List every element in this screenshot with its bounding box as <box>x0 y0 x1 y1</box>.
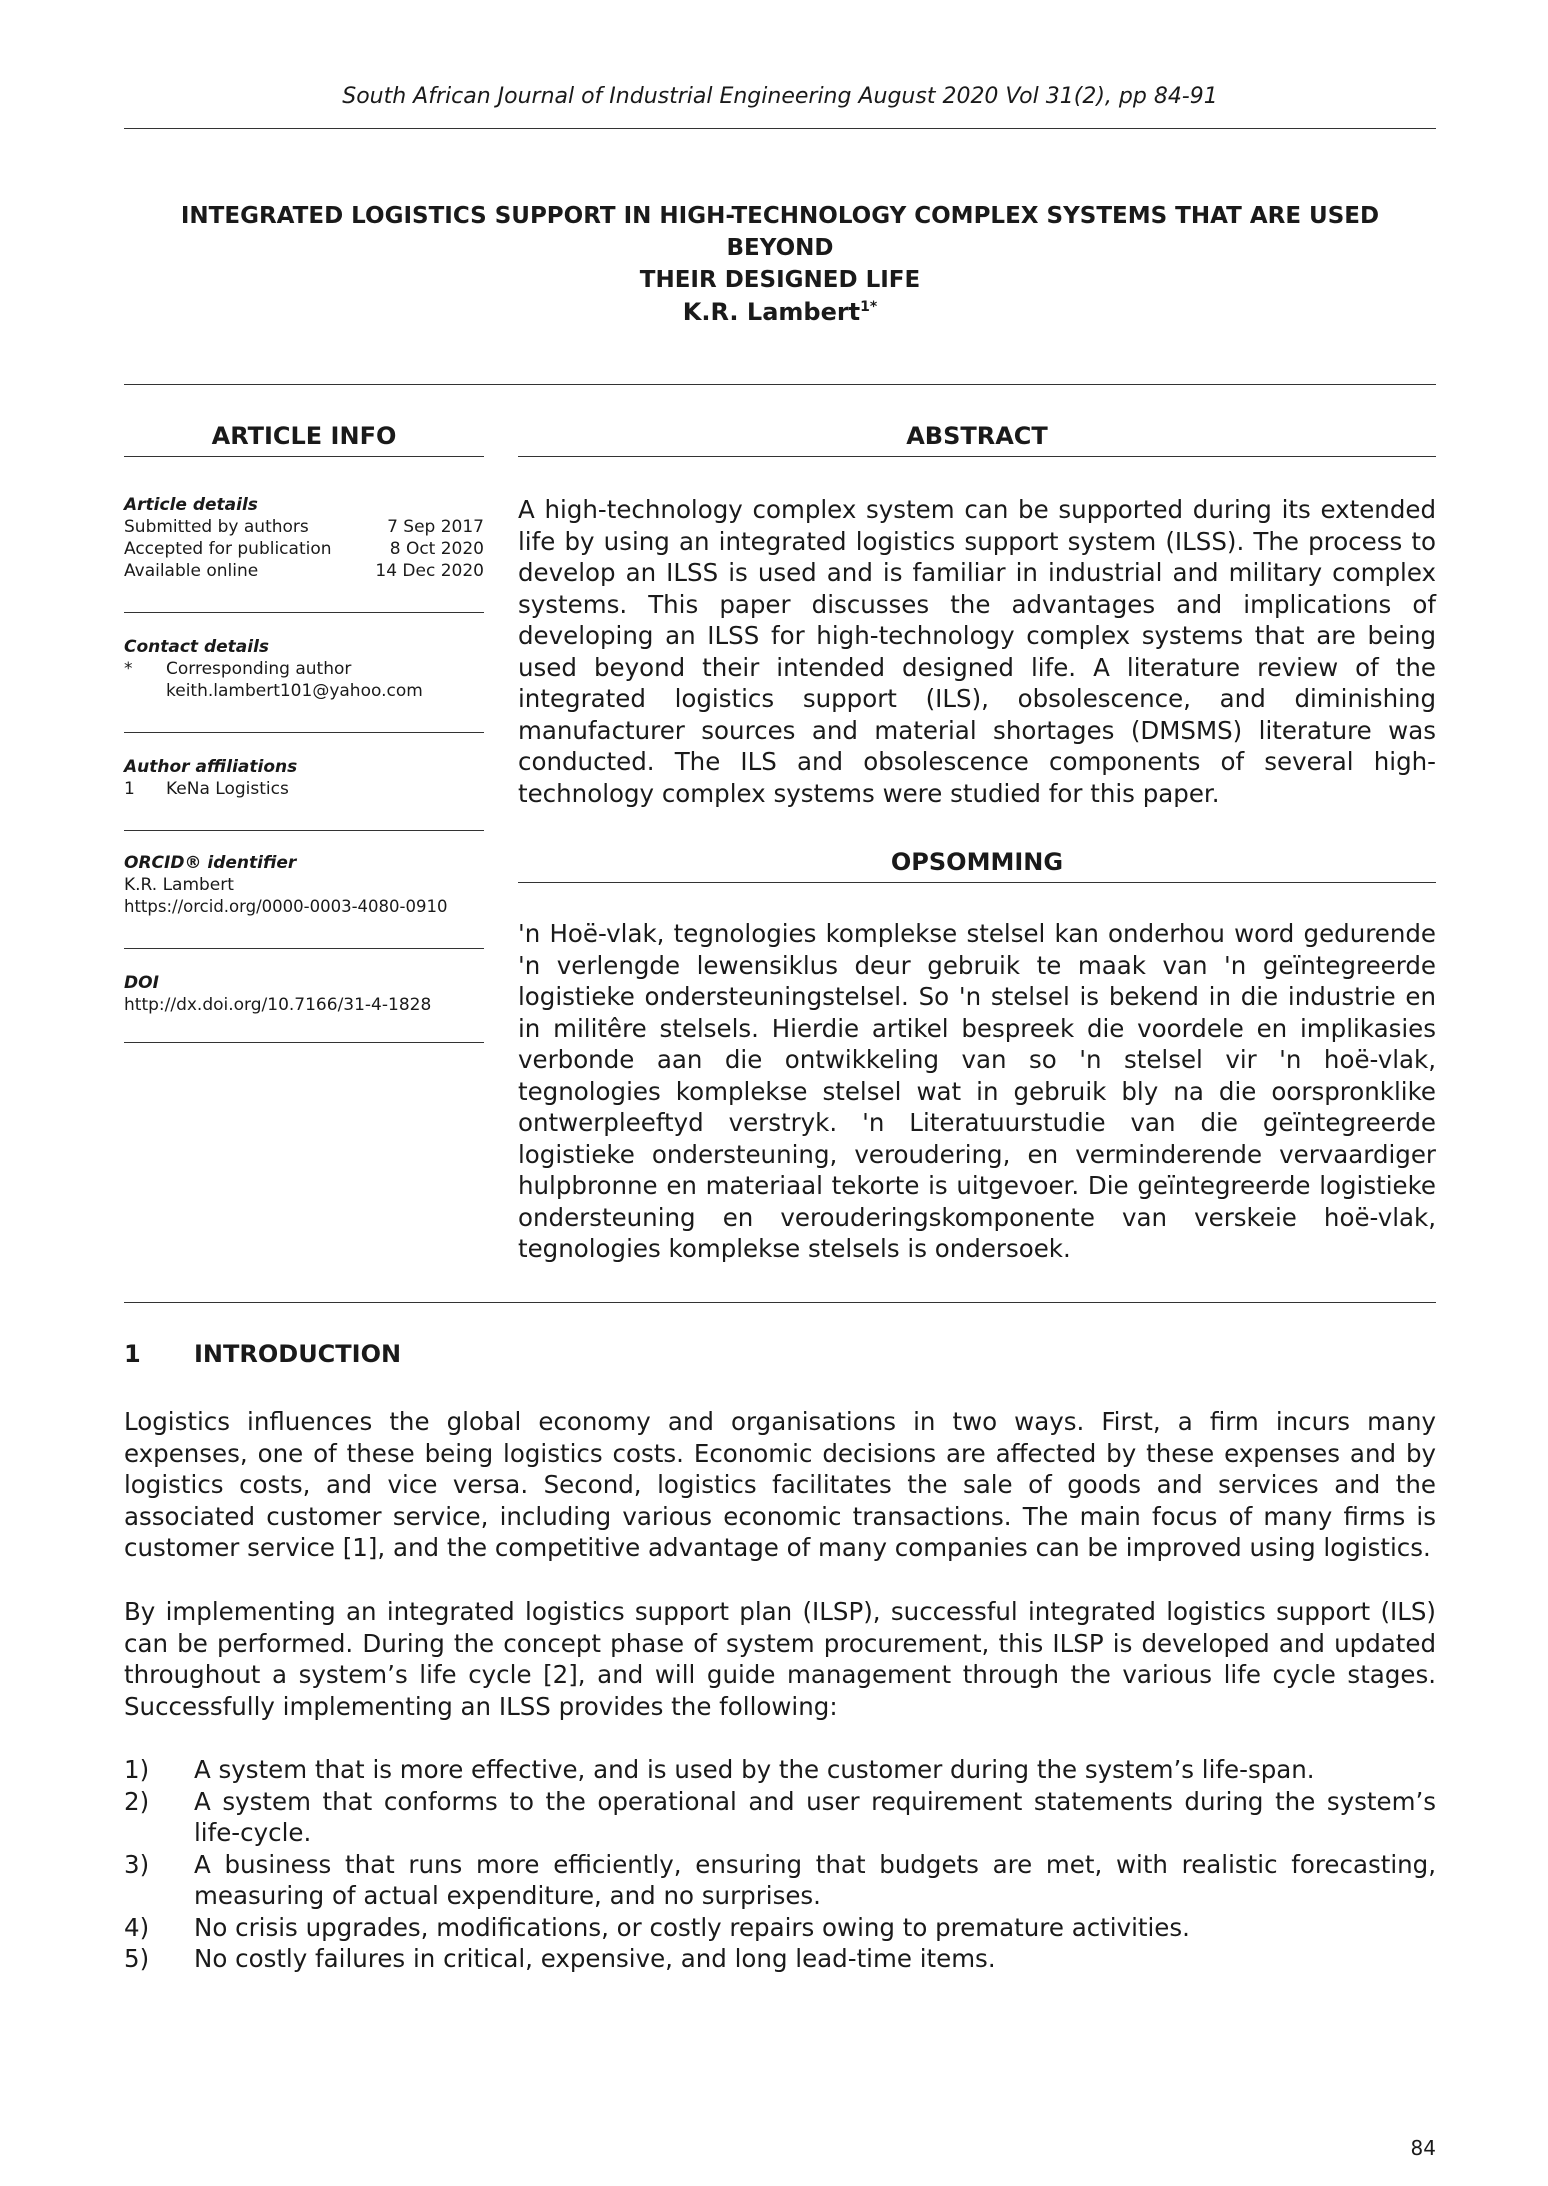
header-rule <box>124 128 1436 129</box>
contact-details-label: Contact details <box>124 637 270 657</box>
list-item <box>124 1943 1436 1975</box>
orcid-identifier <box>124 852 484 918</box>
title-line-2: THEIR DESIGNED LIFE <box>639 267 921 293</box>
list-number: 1) <box>124 1755 150 1784</box>
info-divider <box>124 830 484 831</box>
info-divider <box>124 1042 484 1043</box>
list-item <box>124 1849 1436 1912</box>
article-details <box>124 494 484 582</box>
article-info-heading: ARTICLE INFO <box>211 422 397 450</box>
orcid-label: ORCID® identifier <box>124 853 297 873</box>
list-text: No crisis upgrades, modifications, or costly repairs owing to premature activities. <box>194 1912 1190 1942</box>
contact-spacer <box>124 680 166 702</box>
abstract-text: A high-technology complex system can be supported during its extended life by using an integrated logistics support system (ILSS). The process to develop an ILSS is used and is familiar in industrial and military complex systems. This paper discusses the advantages and implications of developing an ILSS for high-technology complex systems that are being used beyond their intended designed life. A literature review of the integrated logistics support (ILS), obsolescence, and diminishing manufacturer sources and material shortages (DMSMS) literature was conducted. The ILS and obsolescence components of several high-technology complex systems were studied for this paper. <box>518 495 1436 808</box>
benefits-list <box>124 1754 1436 1975</box>
abstract-end-rule <box>124 1302 1436 1303</box>
article-title <box>124 200 1436 296</box>
opsomming-rule <box>518 882 1436 883</box>
title-line-1: INTEGRATED LOGISTICS SUPPORT IN HIGH-TECHNOLOGY COMPLEX SYSTEMS THAT ARE USED BEYOND <box>180 203 1380 261</box>
title-rule <box>124 384 1436 385</box>
contact-marker: * <box>124 659 133 679</box>
list-item <box>124 1912 1436 1944</box>
introduction-heading <box>124 1340 401 1368</box>
contact-email[interactable]: keith.lambert101@yahoo.com <box>166 681 423 701</box>
list-item <box>124 1754 1436 1786</box>
abstract-rule <box>518 456 1436 457</box>
details-key: Submitted by authors <box>124 517 309 537</box>
list-text: A system that is more effective, and is used by the customer during the system’s life-span. <box>194 1755 1315 1784</box>
affiliation-marker: 1 <box>124 779 135 799</box>
intro-paragraph-2: By implementing an integrated logistics support plan (ILSP), successful integrated logistics support (ILS) can be performed. During the concept phase of system procurement, this ILSP is developed and updated throughout a system’s life cycle [2], and will guide management through the various life cycle stages. Successfully implementing an ILSS provides the following: <box>124 1597 1436 1721</box>
orcid-name: K.R. Lambert <box>124 875 234 895</box>
affiliation-line <box>124 778 484 800</box>
list-text: No costly failures in critical, expensive, and long lead-time items. <box>194 1944 996 1973</box>
contact-line <box>124 680 484 702</box>
details-value: 7 Sep 2017 <box>387 517 484 537</box>
contact-line <box>124 658 484 680</box>
opsomming-heading: OPSOMMING <box>890 848 1064 876</box>
list-text: A system that conforms to the operational and user requirement statements during the system’s life-cycle. <box>194 1786 1436 1847</box>
orcid-link[interactable]: https://orcid.org/0000-0003-4080-0910 <box>124 897 448 916</box>
section-title: INTRODUCTION <box>194 1340 402 1368</box>
details-row <box>124 560 484 582</box>
author-affiliations <box>124 756 484 800</box>
list-number: 5) <box>124 1944 150 1973</box>
opsomming-text: 'n Hoë-vlak, tegnologies komplekse stelsel kan onderhou word gedurende 'n verlengde lewensiklus deur gebruik te maak van 'n geïntegreerde logistieke ondersteuningstelsel. So 'n stelsel is bekend in die industrie en in militêre stelsels. Hierdie artikel bespreek die voordele en implikasies verbonde aan die ontwikkeling van so 'n stelsel vir 'n hoë-vlak, tegnologies komplekse stelsel wat in gebruik bly na die oorspronklike ontwerpleeftyd verstryk. 'n Literatuurstudie van die geïntegreerde logistieke ondersteuning, veroudering, en verminderende vervaardiger hulpbronne en materiaal tekorte is uitgevoer. Die geïntegreerde logistieke ondersteuning en verouderingskomponente van verskeie hoë-vlak, tegnologies komplekse stelsels is ondersoek. <box>518 919 1436 1263</box>
article-details-label: Article details <box>124 495 258 515</box>
article-info-rule <box>124 456 484 457</box>
details-value: 8 Oct 2020 <box>389 539 484 559</box>
page-number: 84 <box>1410 2136 1436 2160</box>
list-number: 3) <box>124 1849 150 1879</box>
list-item <box>124 1786 1436 1849</box>
details-key: Available online <box>124 561 259 581</box>
doi-link[interactable]: http://dx.doi.org/10.7166/31-4-1828 <box>124 995 432 1015</box>
author-superscript: 1* <box>860 299 878 315</box>
journal-header: South African Journal of Industrial Engineering August 2020 Vol 31(2), pp 84-91 <box>342 84 1218 109</box>
info-divider <box>124 732 484 733</box>
contact-role: Corresponding author <box>166 659 352 679</box>
info-divider <box>124 948 484 949</box>
details-row <box>124 516 484 538</box>
details-row <box>124 538 484 560</box>
details-key: Accepted for publication <box>124 539 332 559</box>
list-number: 2) <box>124 1786 150 1816</box>
list-number: 4) <box>124 1912 150 1942</box>
abstract-heading: ABSTRACT <box>906 422 1048 450</box>
info-divider <box>124 612 484 613</box>
section-number: 1 <box>124 1340 141 1368</box>
author-line <box>124 298 1436 326</box>
intro-paragraph-1: Logistics influences the global economy and organisations in two ways. First, a firm incurs many expenses, one of these being logistics costs. Economic decisions are affected by these expenses and by logistics costs, and vice versa. Second, logistics facilitates the sale of goods and services and the associated customer service, including various economic transactions. The main focus of many firms is customer service [1], and the competitive advantage of many companies can be improved using logistics. <box>124 1407 1436 1562</box>
list-text: A business that runs more efficiently, ensuring that budgets are met, with realistic forecasting, measuring of actual expenditure, and no surprises. <box>194 1849 1436 1910</box>
doi-block <box>124 972 484 1016</box>
author-name: K.R. Lambert <box>682 298 861 326</box>
doi-label: DOI <box>124 973 159 993</box>
affiliation-name: KeNa Logistics <box>166 779 289 799</box>
details-value: 14 Dec 2020 <box>375 561 484 581</box>
affiliations-label: Author affiliations <box>124 757 298 777</box>
contact-details <box>124 636 484 702</box>
